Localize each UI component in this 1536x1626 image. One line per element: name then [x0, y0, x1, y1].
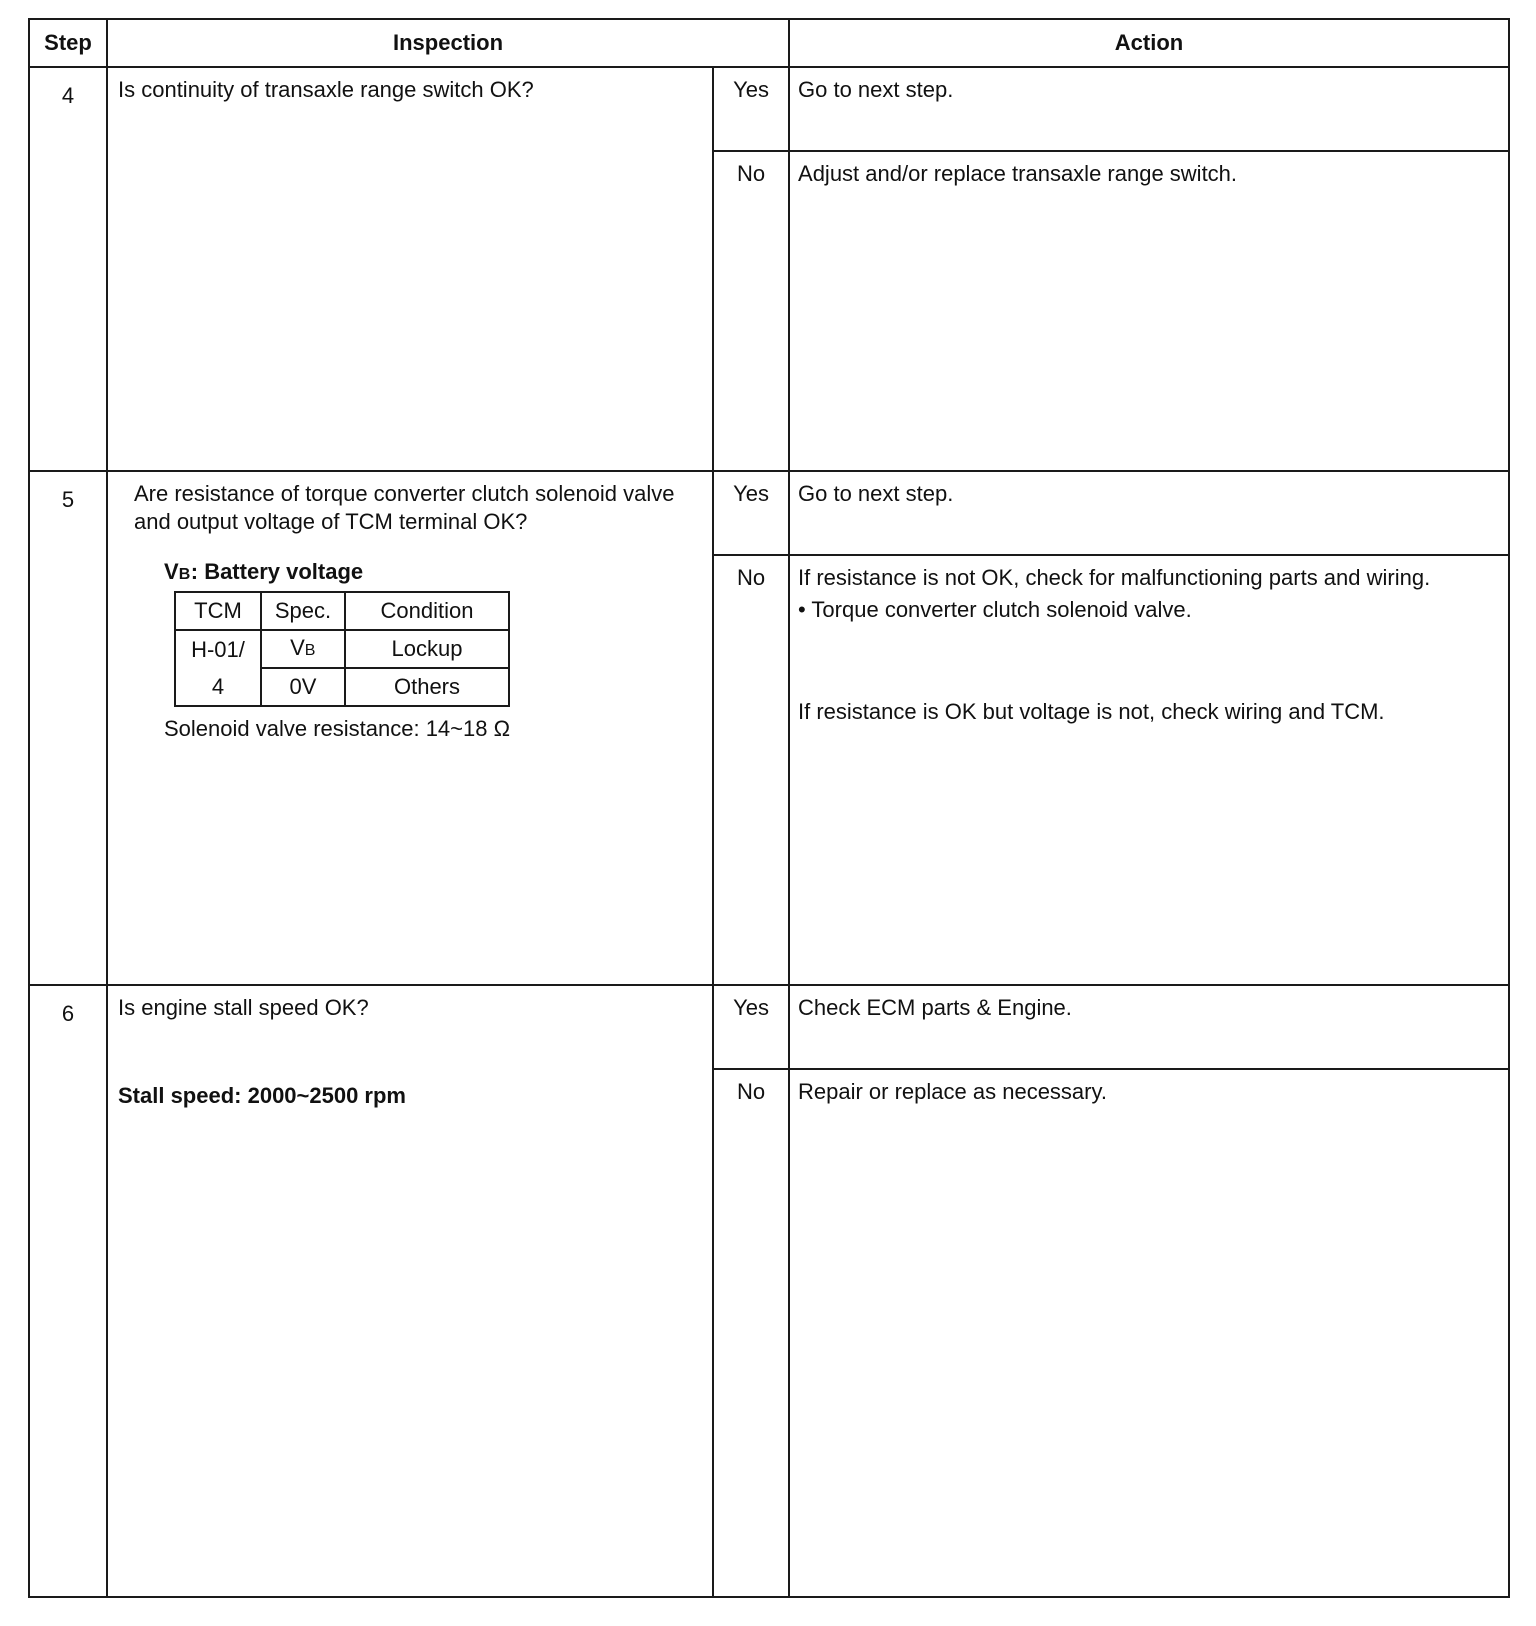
- header-inspection: Inspection: [107, 19, 789, 67]
- step-6-yes-action: Check ECM parts & Engine.: [789, 985, 1509, 1069]
- stall-speed-note: Stall speed: 2000~2500 rpm: [118, 1083, 406, 1108]
- step-4-inspection: Is continuity of transaxle range switch OK?: [107, 67, 713, 471]
- step-6-no-action: Repair or replace as necessary.: [789, 1069, 1509, 1597]
- step-number-6: 6: [29, 985, 107, 1597]
- spec-row-lockup: [175, 630, 509, 668]
- spec-header-spec: Spec.: [261, 592, 345, 630]
- step-6-inspection: Is engine stall speed OK?: [118, 995, 369, 1020]
- step-5-yes-label: Yes: [713, 471, 789, 555]
- tcm-spec-table: [174, 591, 510, 707]
- header-action: Action: [789, 19, 1509, 67]
- step-6-yes-row: [29, 985, 1509, 1069]
- step-number-5: 5: [29, 471, 107, 985]
- step-number-4: 4: [29, 67, 107, 471]
- step-5-no-label: No: [713, 555, 789, 985]
- step-4-yes-row: [29, 67, 1509, 151]
- header-step: Step: [29, 19, 107, 67]
- step-6-inspection-cell: [107, 985, 713, 1597]
- step-5-no-action-1: If resistance is not OK, check for malfunctioning parts and wiring.: [798, 565, 1431, 590]
- step-4-yes-action: Go to next step.: [789, 67, 1509, 151]
- step-4-yes-label: Yes: [713, 67, 789, 151]
- spec-header-condition: Condition: [345, 592, 509, 630]
- step-4-no-label: No: [713, 151, 789, 471]
- step-5-inspection-cell: [107, 471, 713, 985]
- spec-terminal-line2: 4: [175, 668, 261, 706]
- spec-value-0v: 0V: [261, 668, 345, 706]
- spec-header-tcm: TCM: [175, 592, 261, 630]
- step-6-no-label: No: [713, 1069, 789, 1597]
- troubleshooting-sheet: [28, 18, 1508, 1598]
- header-row: [29, 19, 1509, 67]
- spec-condition-lockup: Lockup: [345, 630, 509, 668]
- resistance-note: Solenoid valve resistance: 14~18 Ω: [164, 716, 511, 741]
- step-6-yes-label: Yes: [713, 985, 789, 1069]
- spec-condition-others: Others: [345, 668, 509, 706]
- step-5-yes-row: [29, 471, 1509, 555]
- spec-terminal-line1: H-01/: [175, 630, 261, 668]
- step-5-inspection: Are resistance of torque converter clutch solenoid valve and output voltage of TCM terminal OK?: [134, 481, 675, 534]
- step-5-no-action-bullet: • Torque converter clutch solenoid valve.: [798, 597, 1192, 622]
- troubleshooting-table: [28, 18, 1510, 1598]
- spec-header-row: [175, 592, 509, 630]
- step-5-no-action-2: If resistance is OK but voltage is not, check wiring and TCM.: [798, 699, 1385, 724]
- step-4-no-action: Adjust and/or replace transaxle range switch.: [789, 151, 1509, 471]
- spec-value-vb: VB: [261, 630, 345, 668]
- step-5-yes-action: Go to next step.: [789, 471, 1509, 555]
- step-5-no-action-cell: [789, 555, 1509, 985]
- vb-definition: VB: Battery voltage: [164, 559, 364, 584]
- spec-row-others: [175, 668, 509, 706]
